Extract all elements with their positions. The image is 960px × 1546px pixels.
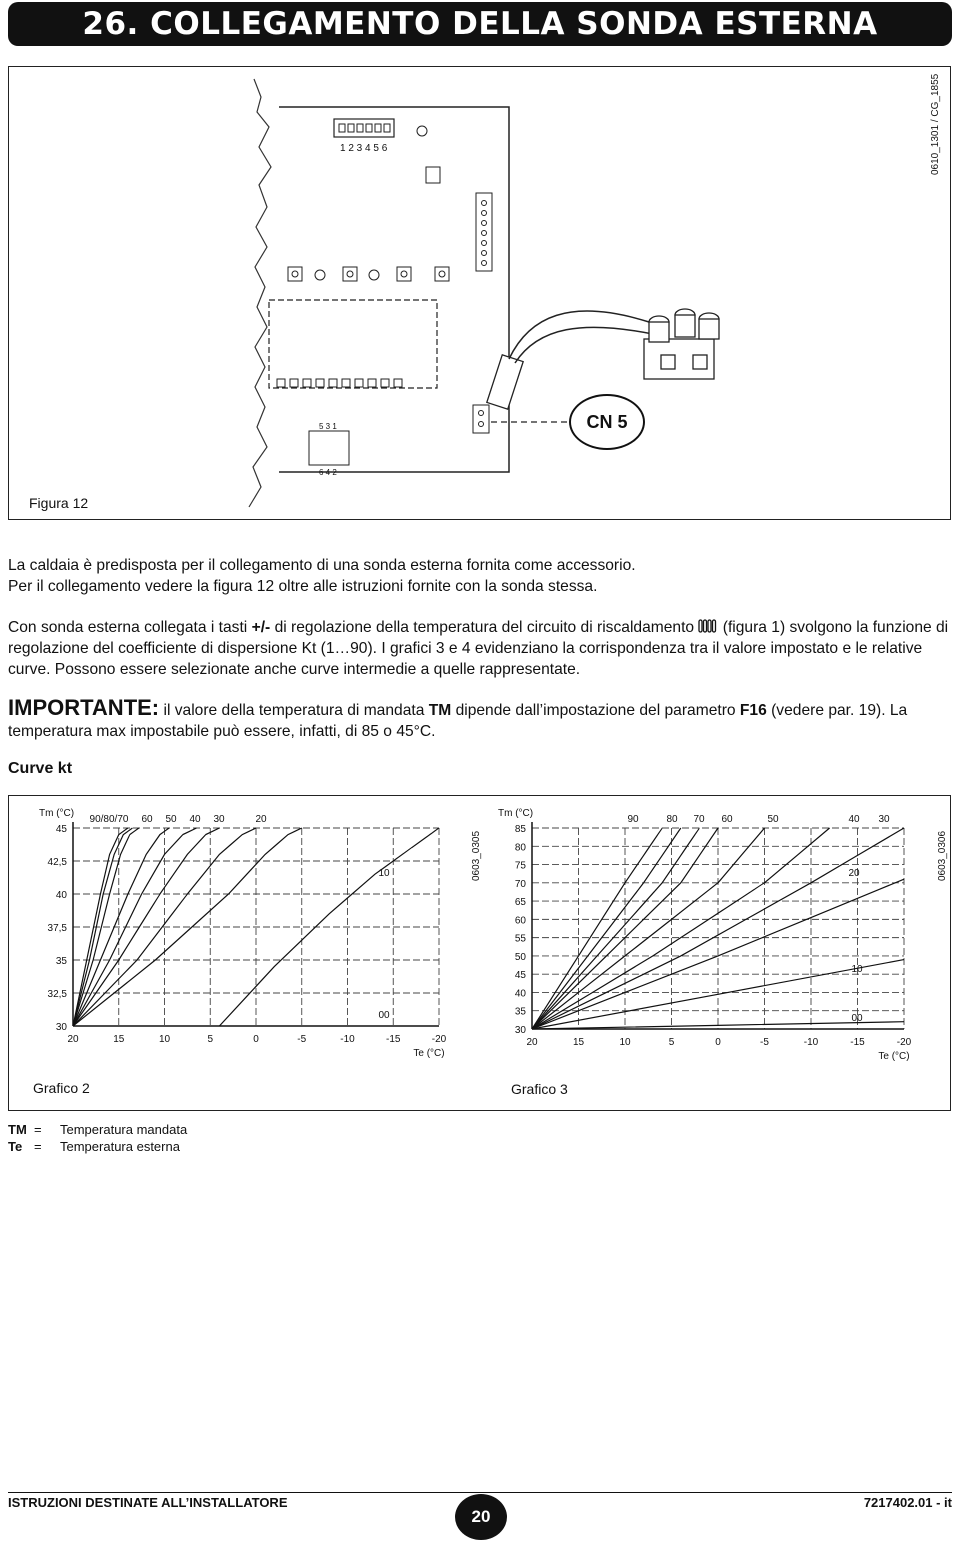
connector-cn3 bbox=[476, 193, 492, 271]
graph-2-x-tick-label: 5 bbox=[207, 1034, 214, 1045]
graph-3-y-tick-label: 40 bbox=[514, 988, 526, 1000]
connector-cn5 bbox=[473, 405, 489, 433]
graph-3-x-tick-label: -15 bbox=[850, 1037, 865, 1048]
board-wiring-drawing bbox=[9, 67, 952, 521]
graph-2-curve-label-top: 40 bbox=[189, 814, 201, 825]
graph-3-x-tick-label: -20 bbox=[896, 1037, 912, 1048]
graph-3-y-tick-label: 50 bbox=[514, 951, 526, 963]
graph-3-y-tick-label: 75 bbox=[514, 860, 526, 872]
graph-3-x-tick-label: 20 bbox=[526, 1037, 538, 1048]
graph-2-x-tick-label: -20 bbox=[431, 1034, 447, 1045]
graph-2-x-tick-label: 10 bbox=[158, 1034, 171, 1045]
paragraph-intro-line-2: Per il collegamento vedere la figura 12 oltre alle istruzioni fornite con la sonda stessa. bbox=[8, 578, 598, 595]
terminal-block bbox=[644, 309, 719, 379]
connector-cn1-pin-numbers: 1 2 3 4 5 6 bbox=[340, 143, 388, 154]
graph-2-x-tick-label: 15 bbox=[113, 1034, 125, 1045]
graph-2-x-axis-label: Te (°C) bbox=[413, 1048, 445, 1059]
footer-section-label: ISTRUZIONI DESTINATE ALL’INSTALLATORE bbox=[8, 1495, 288, 1510]
paragraph-intro bbox=[8, 555, 956, 597]
connector-cn1 bbox=[334, 119, 394, 137]
graph-3-y-tick-label: 30 bbox=[514, 1025, 526, 1036]
important-f16: F16 bbox=[739, 702, 767, 719]
graph-3-x-axis-label: Te (°C) bbox=[878, 1051, 910, 1062]
connector-cn3-pins bbox=[482, 201, 487, 266]
graph-2-y-tick-label: 35 bbox=[55, 956, 67, 967]
graph-3-curve-kt-70 bbox=[532, 828, 699, 1029]
graph-2-x-tick-label: -15 bbox=[386, 1034, 401, 1045]
graph-3-y-tick-label: 45 bbox=[514, 970, 526, 982]
page-number: 20 bbox=[455, 1494, 507, 1540]
curves-graphs bbox=[9, 796, 952, 1112]
footer-doc-code: 7217402.01 - it bbox=[863, 1495, 952, 1510]
graph-3-y-tick-label: 35 bbox=[514, 1006, 526, 1018]
graph-2-x-tick-label: -5 bbox=[297, 1034, 307, 1045]
legend-text-te: Temperatura esterna bbox=[60, 1139, 180, 1154]
important-text-2: dipende dall’impostazione del parametro bbox=[451, 702, 740, 719]
graph-3-y-tick-label: 70 bbox=[514, 878, 526, 890]
graph-2-y-tick-label: 42,5 bbox=[47, 857, 67, 868]
graph-3-code: 0603_0306 bbox=[937, 830, 948, 882]
paragraph-regulation-part-2: di regolazione della temperatura del circuito di riscaldamento bbox=[270, 619, 699, 636]
graph-2-curve-label-top: 20 bbox=[255, 814, 267, 825]
graph-2-curve-label-top: 50 bbox=[165, 814, 177, 825]
graph-3-x-tick-label: 15 bbox=[572, 1037, 585, 1048]
legend-key-te: Te bbox=[8, 1139, 23, 1154]
graph-2-y-tick-label: 30 bbox=[55, 1022, 67, 1033]
graph-3-caption: Grafico 3 bbox=[511, 1081, 568, 1097]
connector-cn4-pins-bottom: 6 4 2 bbox=[319, 468, 337, 477]
graph-3-curve-label-inline: 00 bbox=[851, 1013, 863, 1024]
legend-text-tm: Temperatura mandata bbox=[60, 1122, 188, 1137]
graph-2-caption: Grafico 2 bbox=[33, 1080, 90, 1096]
graph-3-y-tick-label: 85 bbox=[514, 824, 526, 835]
graph-3-curve-label-top: 80 bbox=[666, 814, 678, 825]
graph-3-y-tick-label: 55 bbox=[514, 933, 526, 945]
graph-3-curve-label-top: 30 bbox=[878, 814, 890, 825]
figure-code: 0610_1301 / CG_1855 bbox=[930, 73, 941, 175]
plus-minus-keys: +/- bbox=[251, 619, 271, 636]
graph-3-y-tick-label: 80 bbox=[514, 842, 526, 854]
curves-section-title: Curve kt bbox=[8, 760, 73, 777]
board-ic-area bbox=[269, 300, 437, 388]
graph-3-curve-kt-80 bbox=[532, 828, 681, 1029]
graph-3-x-tick-label: -5 bbox=[760, 1037, 769, 1048]
important-label: IMPORTANTE: bbox=[8, 695, 160, 720]
graph-2-code: 0603_0305 bbox=[471, 830, 482, 882]
cn5-plug bbox=[487, 355, 523, 409]
graph-3-curve-label-top: 70 bbox=[693, 814, 705, 825]
legend-eq-tm: = bbox=[34, 1122, 42, 1137]
graph-2-x-tick-label: 0 bbox=[253, 1034, 259, 1045]
graph-2-y-tick-label: 32,5 bbox=[47, 989, 67, 1000]
graph-3-curve-label-top: 90 bbox=[627, 814, 639, 825]
graph-3-y-tick-label: 65 bbox=[514, 897, 526, 909]
graph-3-curve-label-inline: 10 bbox=[851, 964, 863, 975]
legend-key-tm: TM bbox=[8, 1122, 27, 1137]
connector-cn2 bbox=[426, 167, 440, 183]
footer-rule bbox=[8, 1492, 952, 1493]
paragraph-regulation-part-1: Con sonda esterna collegata i tasti bbox=[8, 619, 252, 636]
paragraph-important bbox=[8, 697, 956, 742]
graph-2-y-tick-label: 40 bbox=[55, 890, 67, 901]
board-outline bbox=[279, 107, 509, 472]
important-tm: TM bbox=[428, 702, 452, 719]
graph-2-curve-label-top: 90/80/70 bbox=[89, 814, 129, 825]
connector-cn1-pins bbox=[339, 124, 390, 132]
legend-row-te bbox=[8, 1138, 187, 1155]
important-text-3: (vedere par. 19). La temperatura max impostabile può essere, infatti, di 85 o 45°C. bbox=[8, 702, 908, 740]
board-cut-edge bbox=[249, 79, 271, 507]
board-ic-pins bbox=[277, 379, 402, 387]
abbreviation-legend bbox=[8, 1121, 187, 1155]
graph-3-x-tick-label: 5 bbox=[668, 1037, 675, 1048]
paragraph-intro-line-1: La caldaia è predisposta per il collegamento di una sonda esterna fornita come accessorio. bbox=[8, 557, 636, 574]
legend-eq-te: = bbox=[34, 1139, 42, 1154]
probe-wire-1 bbox=[509, 311, 649, 359]
graph-2-curve-label-inline: 00 bbox=[378, 1010, 390, 1021]
graph-2-y-tick-label: 37,5 bbox=[47, 923, 67, 934]
graph-3-x-tick-label: -10 bbox=[803, 1037, 819, 1048]
page-header-banner bbox=[8, 2, 952, 46]
graph-3-curve-label-inline: 20 bbox=[848, 868, 860, 879]
graph-2-curve-label-top: 60 bbox=[141, 814, 153, 825]
radiator-icon bbox=[698, 618, 718, 634]
board-hole-top bbox=[417, 126, 427, 136]
figure-12-box bbox=[8, 66, 951, 520]
page-title: 26. COLLEGAMENTO DELLA SONDA ESTERNA bbox=[82, 6, 878, 42]
important-text-1: il valore della temperatura di mandata bbox=[159, 702, 429, 719]
graph-2-x-tick-label: 20 bbox=[67, 1034, 79, 1045]
paragraph-regulation bbox=[8, 617, 956, 680]
legend-row-tm bbox=[8, 1121, 187, 1138]
graph-2-x-tick-label: -10 bbox=[340, 1034, 355, 1045]
graph-3-curve-label-top: 40 bbox=[848, 814, 860, 825]
graph-3-curve-label-top: 60 bbox=[721, 814, 733, 825]
graph-2-curve-label-inline: 10 bbox=[378, 868, 390, 879]
graph-3-y-tick-label: 60 bbox=[514, 915, 526, 927]
paragraph-regulation-part-3: (figura 1) svolgono la funzione di regolazione del coefficiente di dispersione Kt (1…90). I grafici 3 e 4 evidenziano la corrispondenza tra il valore impostato e le relative curve. Possono essere selezionate anche curve intermedie a quelle rappresentate. bbox=[8, 619, 949, 678]
graph-2-y-tick-label: 45 bbox=[55, 824, 67, 835]
board-components-row bbox=[288, 267, 449, 281]
graphs-box bbox=[8, 795, 951, 1111]
graph-3-x-tick-label: 10 bbox=[619, 1037, 631, 1048]
graph-2-curve-label-top: 30 bbox=[213, 814, 225, 825]
graph-3-curve-label-top: 50 bbox=[767, 814, 779, 825]
connector-cn4-pins-top: 5 3 1 bbox=[319, 422, 337, 431]
figure-caption: Figura 12 bbox=[29, 495, 89, 511]
graph-2-y-axis-label: Tm (°C) bbox=[39, 808, 75, 819]
graph-3-curve-kt-90 bbox=[532, 828, 662, 1029]
connector-cn4 bbox=[309, 431, 349, 465]
graph-3-x-tick-label: 0 bbox=[715, 1037, 721, 1048]
graph-3-y-axis-label: Tm (°C) bbox=[498, 808, 534, 819]
cn5-callout: CN 5 bbox=[569, 394, 645, 450]
